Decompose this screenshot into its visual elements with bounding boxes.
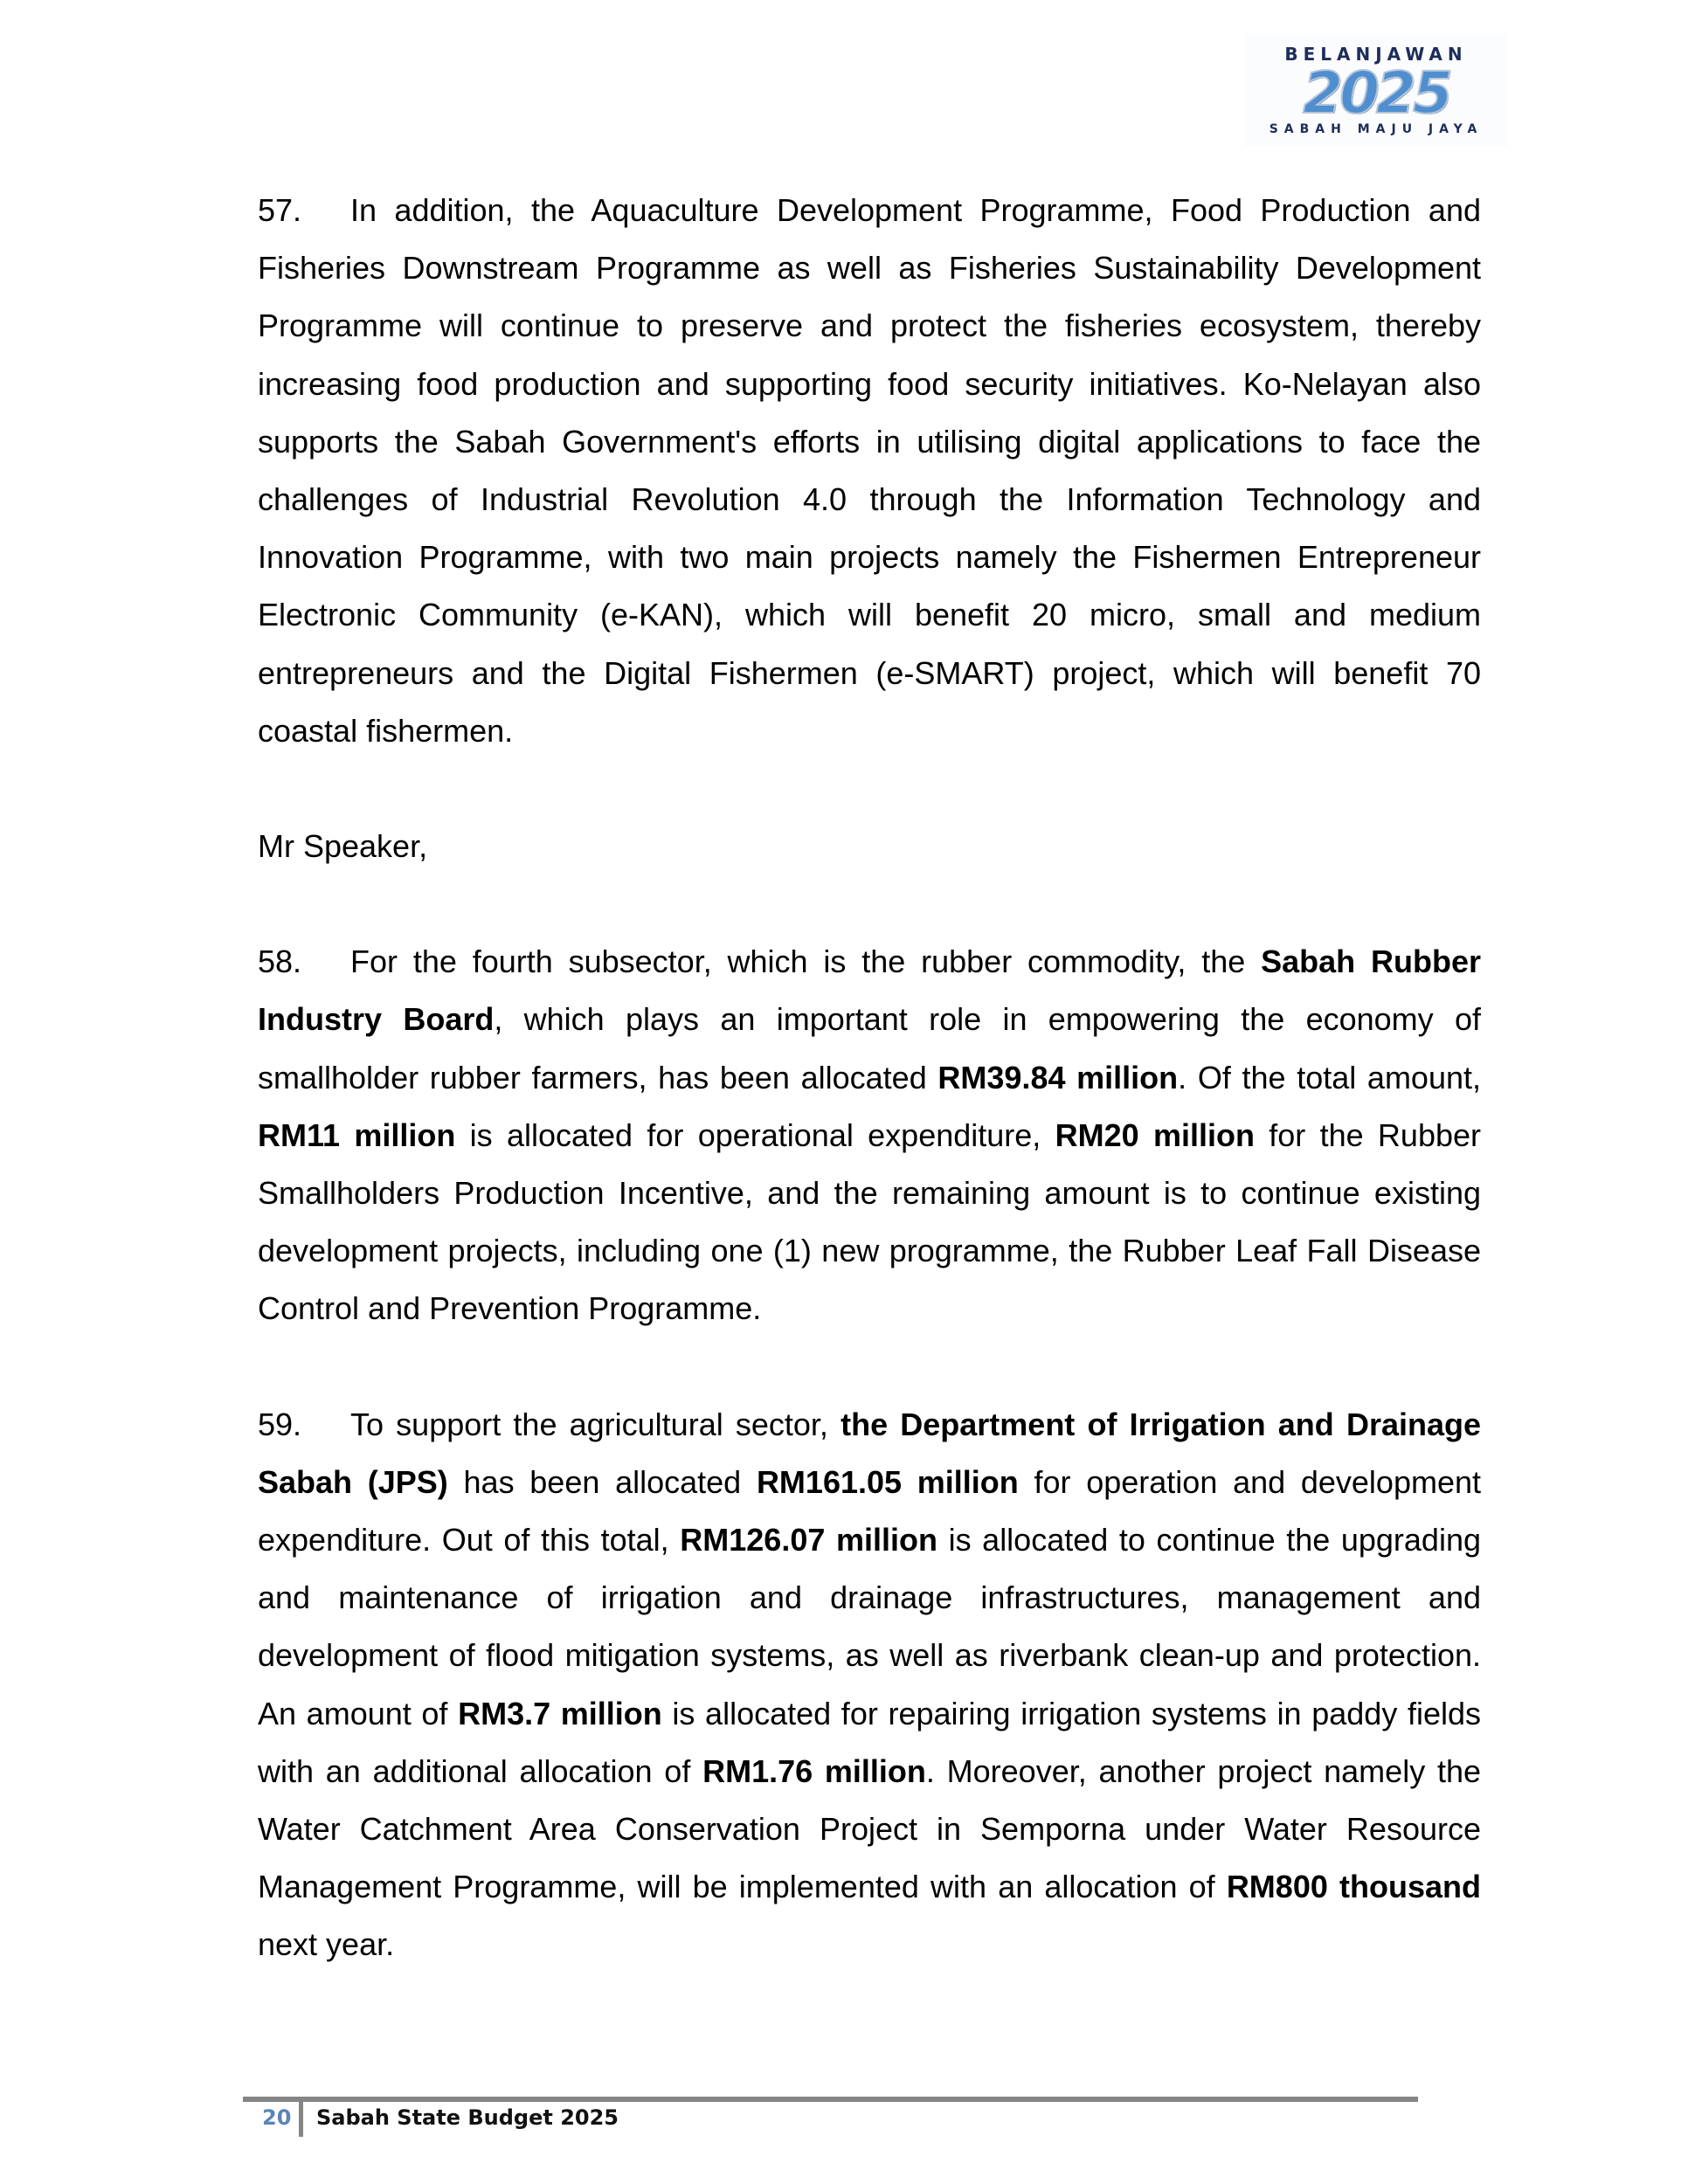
budget-logo (1245, 33, 1507, 147)
logo-year: 2025 (1303, 59, 1449, 127)
salutation-text: Mr Speaker, (258, 828, 428, 865)
text-segment: is allocated for repairing irrigation systems in paddy fields with an additional allocation of (258, 1695, 1482, 1789)
text-segment: for operation and development expenditure. Out of this total, (258, 1463, 1481, 1559)
bold-amount: RM39.84 million (937, 1059, 1179, 1095)
document-body (258, 182, 1481, 1974)
bold-segment: the Department of Irrigation and Drainage Sabah (JPS) (258, 1406, 1481, 1500)
paragraph-text: In addition, the Aquaculture Development Programme, Food Production and Fisheries Downstream Programme as well as Fisheries Sustainability Development Programme will continue to preserve and protect the fisheries ecosystem, thereby increasing food production and supporting food security initiatives. Ko-Nelayan also supports the Sabah Government's efforts in utilising digital applications to face the challenges of Industrial Revolution 4.0 through the Information Technology and Innovation Programme, with two main projects namely the Fishermen Entrepreneur Electronic Community (e-KAN), which will benefit 20 micro, small and medium entrepreneurs and the Digital Fishermen (e-SMART) project, which will benefit 70 coastal fishermen. (258, 192, 1481, 749)
paragraph-number: 58. (258, 943, 302, 980)
bold-amount: RM126.07 million (680, 1522, 937, 1559)
text-segment: . Of the total amount, (1178, 1059, 1482, 1095)
text-segment: for the Rubber Smallholders Production Incentive, and the remaining amount is to continue existing development projects, including one (1) new programme, the Rubber Leaf Fall Disease Control and Prevention Programme. (258, 1116, 1482, 1327)
text-segment: For the fourth subsector, which is the rubber commodity, the (350, 943, 1262, 980)
text-segment: next year. (258, 1926, 395, 1963)
paragraph-number: 59. (258, 1406, 302, 1442)
logo-tagline: SABAH MAJU JAYA (1269, 122, 1484, 136)
bold-amount: RM3.7 million (458, 1695, 662, 1731)
text-segment: has been allocated (447, 1463, 757, 1500)
text-segment: . Moreover, another project namely the Water Catchment Area Conservation Project in Semporna under Water Resource Management Programme, will be implemented with an allocation of (258, 1752, 1481, 1905)
bold-segment: Sabah Rubber Industry Board (258, 943, 1481, 1038)
paragraph-number: 57. (258, 192, 302, 228)
logo-top-text: BELANJAWAN (1284, 44, 1468, 65)
bold-amount: RM161.05 million (756, 1463, 1019, 1500)
text-segment: is allocated to continue the upgrading and maintenance of irrigation and drainage infrastructures, management and development of flood mitigation systems, as well as riverbank clean-up and protection. An amount of (258, 1522, 1481, 1731)
paragraph-57 (258, 182, 1481, 760)
paragraph-59 (258, 1396, 1481, 1974)
text-segment: , which plays an important role in empowering the economy of smallholder rubber farmers, has been allocated (258, 1001, 1481, 1095)
footer-rule (243, 2097, 1418, 2102)
page-number: 20 (262, 2105, 292, 2130)
footer-title: Sabah State Budget 2025 (316, 2105, 619, 2130)
bold-amount: RM800 thousand (1226, 1869, 1481, 1905)
bold-amount: RM11 million (258, 1116, 456, 1153)
bold-amount: RM1.76 million (702, 1752, 926, 1789)
salutation (258, 818, 1481, 875)
footer-separator (299, 2097, 303, 2137)
text-segment: To support the agricultural sector, (350, 1406, 841, 1442)
text-segment: is allocated for operational expenditure, (455, 1116, 1055, 1153)
paragraph-58 (258, 933, 1481, 1337)
bold-amount: RM20 million (1055, 1116, 1255, 1153)
